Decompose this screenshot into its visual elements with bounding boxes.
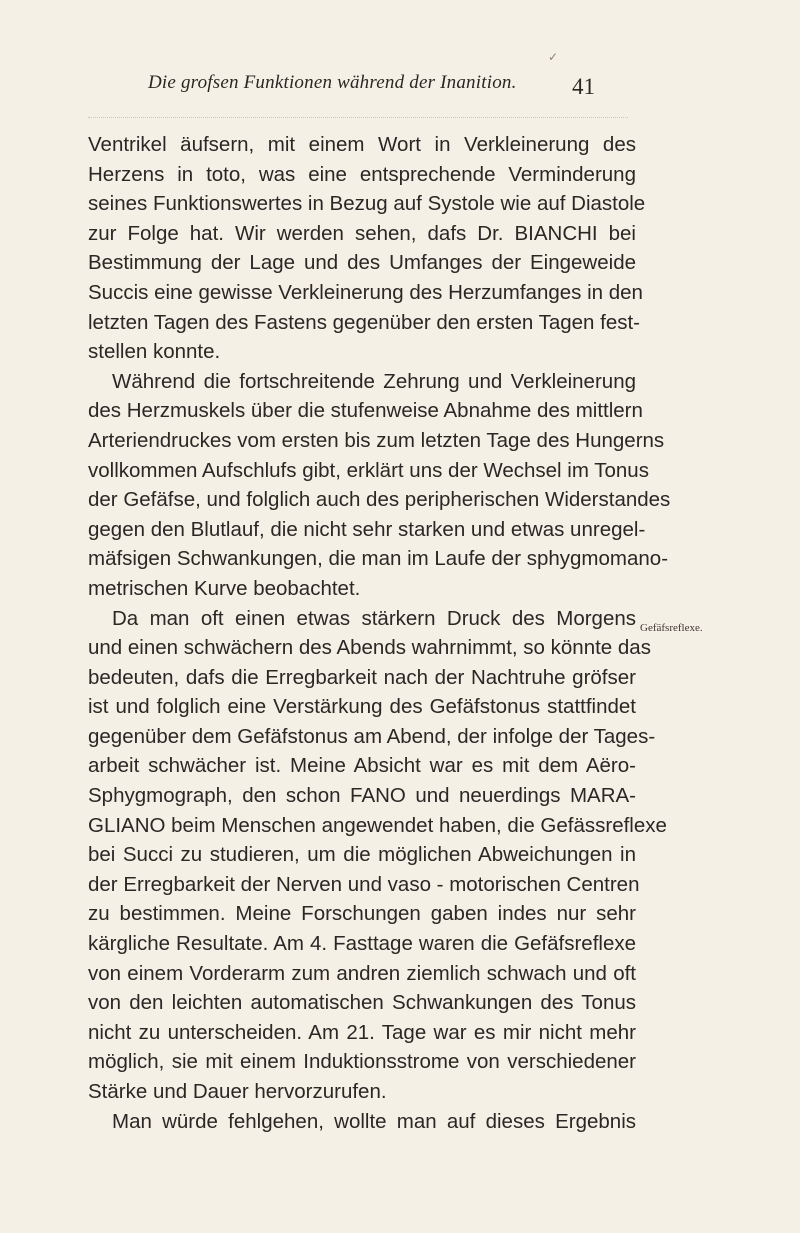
text-line: Ventrikel äufsern, mit einem Wort in Verkleinerung des xyxy=(88,133,636,156)
text-line: möglich, sie mit einem Induktionsstrome von verschiedener xyxy=(88,1050,636,1074)
text-line: seines Funktionswertes in Bezug auf Systole wie auf Diastole xyxy=(88,192,646,216)
text-line: der Erregbarkeit der Nerven und vaso - motorischen Centren xyxy=(88,872,640,896)
text-line: kärgliche Resultate. Am 4. Fasttage waren die Gefäfsreflexe xyxy=(88,932,636,956)
text-line: nicht zu unterscheiden. Am 21. Tage war es mir nicht mehr xyxy=(88,1020,636,1044)
text-line: Stärke und Dauer hervorzurufen. xyxy=(88,1080,387,1103)
text-line: GLIANO beim Menschen angewendet haben, die Gefässreflexe xyxy=(88,813,667,837)
text-line: Da man oft einen etwas stärkern Druck des Morgens xyxy=(112,606,636,630)
text-line: Man würde fehlgehen, wollte man auf dieses Ergebnis xyxy=(112,1109,636,1133)
text-line: von den leichten automatischen Schwankungen des Tonus xyxy=(88,991,636,1015)
text-line: des Herzmuskels über die stufenweise Abnahme des mittlern xyxy=(88,399,643,423)
text-line: der Gefäfse, und folglich auch des peripherischen Widerstandes xyxy=(88,488,671,512)
text-line: von einem Vorderarm zum andren ziemlich schwach und oft xyxy=(88,961,636,985)
page-header xyxy=(148,72,628,102)
text-line: mäfsigen Schwankungen, die man im Laufe der sphygmomano- xyxy=(88,547,669,571)
text-line: zur Folge hat. Wir werden sehen, dafs Dr. BIANCHI bei xyxy=(88,221,636,245)
text-line: letzten Tagen des Fastens gegenüber den ersten Tagen fest- xyxy=(88,310,640,334)
margin-note: Gefäfsreflexe. xyxy=(640,622,703,634)
text-line: ist und folglich eine Verstärkung des Gefäfstonus stattfindet xyxy=(88,695,636,719)
text-line: Succis eine gewisse Verkleinerung des Herzumfanges in den xyxy=(88,280,643,304)
text-line: Arteriendruckes vom ersten bis zum letzten Tage des Hungerns xyxy=(88,428,665,452)
text-line: arbeit schwächer ist. Meine Absicht war es mit dem Aëro- xyxy=(88,754,636,778)
text-line: Sphygmograph, den schon FANO und neuerdings MARA- xyxy=(88,784,636,808)
text-line: Bestimmung der Lage und des Umfanges der Eingeweide xyxy=(88,251,636,275)
text-line: gegen den Blutlauf, die nicht sehr starken und etwas unregel- xyxy=(88,517,646,541)
text-line: bei Succi zu studieren, um die möglichen Abweichungen in xyxy=(88,843,636,867)
body-text xyxy=(88,130,671,1136)
header-rule xyxy=(88,117,628,118)
stray-check-mark: ✓ xyxy=(548,50,559,64)
text-line: gegenüber dem Gefäfstonus am Abend, der infolge der Tages- xyxy=(88,724,656,748)
text-line: metrischen Kurve beobachtet. xyxy=(88,576,361,600)
text-line: Während die fortschreitende Zehrung und Verkleinerung xyxy=(112,369,636,393)
page-number: 41 xyxy=(572,74,595,99)
text-line: Herzens in toto, was eine entsprechende Verminderung xyxy=(88,162,636,186)
running-head: Die grofsen Funktionen während der Inanition. xyxy=(148,72,517,93)
text-line: und einen schwächern des Abends wahrnimmt, so könnte das xyxy=(88,636,651,660)
text-line: bedeuten, dafs die Erregbarkeit nach der Nachtruhe gröfser xyxy=(88,665,636,689)
text-line: vollkommen Aufschlufs gibt, erklärt uns der Wechsel im Tonus xyxy=(88,458,649,482)
text-line: zu bestimmen. Meine Forschungen gaben indes nur sehr xyxy=(88,902,636,926)
text-line: stellen konnte. xyxy=(88,340,221,364)
